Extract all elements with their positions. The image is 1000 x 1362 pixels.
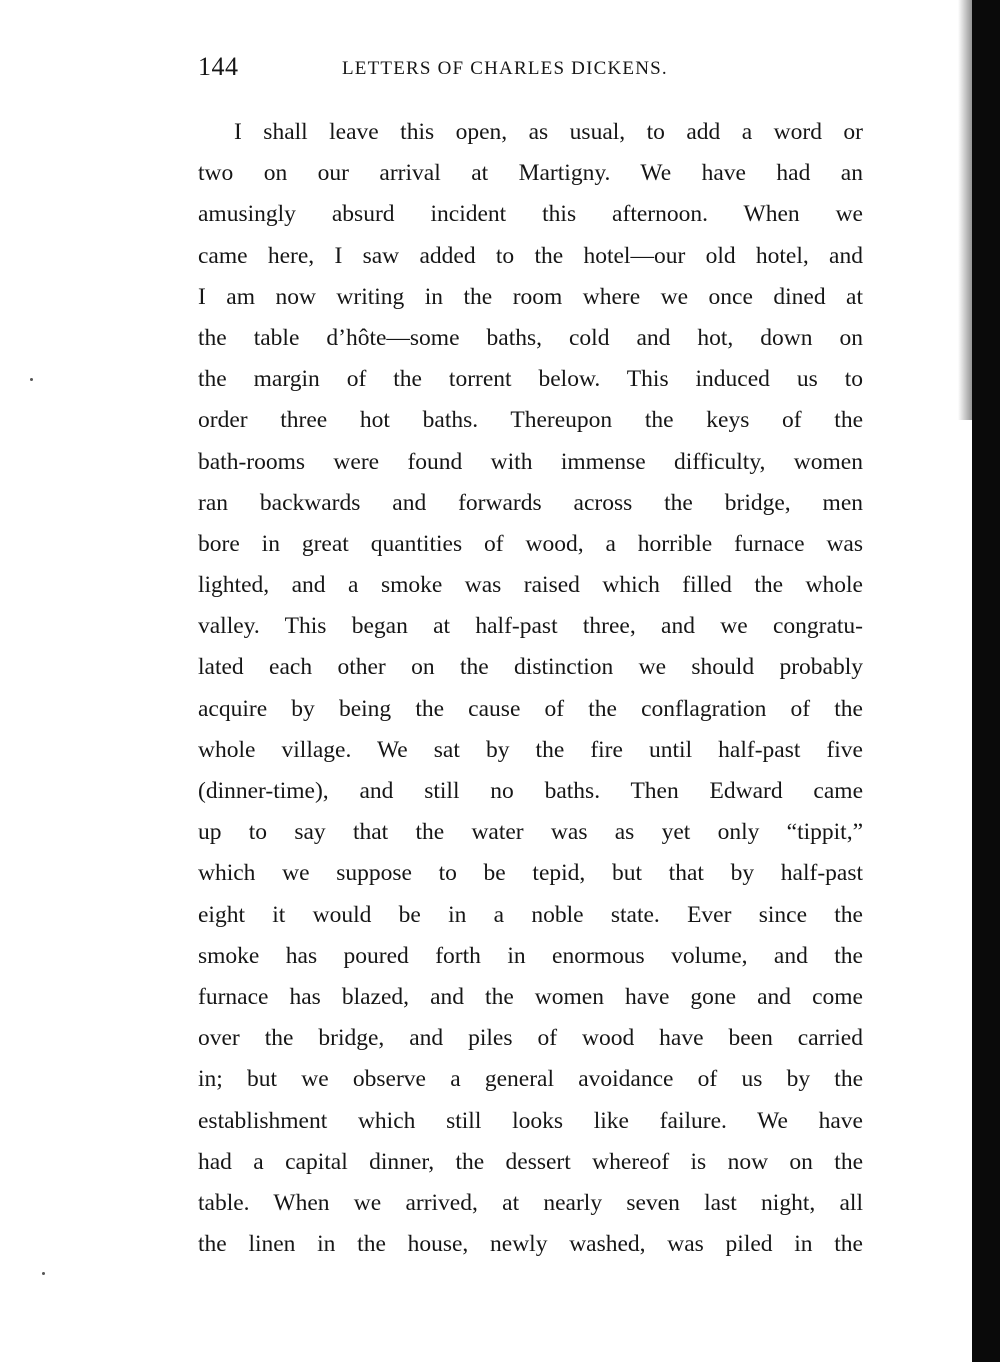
text-line: furnace has blazed, and the women have gone and come	[198, 983, 863, 1010]
scan-edge-shadow	[972, 0, 1000, 1362]
text-line: lighted, and a smoke was raised which filled the whole	[198, 572, 863, 599]
page-header	[198, 52, 863, 86]
text-line: two on our arrival at Martigny. We have had an	[198, 160, 863, 187]
scan-speck	[30, 378, 33, 381]
running-head: LETTERS OF CHARLES DICKENS.	[342, 58, 668, 79]
text-line: order three hot baths. Thereupon the keys of the	[198, 407, 863, 434]
text-line: up to say that the water was as yet only “tippit,”	[198, 819, 863, 846]
text-line: which we suppose to be tepid, but that by half-past	[198, 860, 863, 887]
text-line: the linen in the house, newly washed, was piled in the	[198, 1231, 863, 1258]
text-line: smoke has poured forth in enormous volume, and the	[198, 942, 863, 969]
text-line: came here, I saw added to the hotel—our old hotel, and	[198, 242, 863, 269]
text-line: eight it would be in a noble state. Ever since the	[198, 901, 863, 928]
text-line: I shall leave this open, as usual, to add a word or	[234, 119, 863, 145]
text-line: had a capital dinner, the dessert whereof is now on the	[198, 1148, 863, 1175]
text-line: amusingly absurd incident this afternoon. When we	[198, 201, 863, 228]
text-line: (dinner-time), and still no baths. Then Edward came	[198, 778, 863, 804]
text-line: bore in great quantities of wood, a horrible furnace was	[198, 530, 863, 557]
text-line: over the bridge, and piles of wood have been carried	[198, 1025, 863, 1052]
text-line: establishment which still looks like failure. We have	[198, 1107, 863, 1134]
text-line: whole village. We sat by the fire until half-past five	[198, 736, 863, 763]
body-text	[198, 112, 863, 1265]
text-line: the margin of the torrent below. This induced us to	[198, 366, 863, 393]
text-line: the table d’hôte—some baths, cold and hot, down on	[198, 324, 863, 351]
text-line: lated each other on the distinction we should probably	[198, 654, 863, 681]
text-line: bath-rooms were found with immense difficulty, women	[198, 448, 863, 475]
text-line: valley. This began at half-past three, and we congratu-	[198, 613, 863, 640]
scan-speck	[42, 1272, 45, 1275]
text-line: ran backwards and forwards across the bridge, men	[198, 489, 863, 516]
page-number: 144	[198, 52, 239, 81]
text-line: I am now writing in the room where we once dined at	[198, 283, 863, 310]
text-line: acquire by being the cause of the conflagration of the	[198, 695, 863, 722]
text-line: table. When we arrived, at nearly seven last night, all	[198, 1189, 863, 1216]
text-line: in; but we observe a general avoidance of us by the	[198, 1066, 863, 1093]
